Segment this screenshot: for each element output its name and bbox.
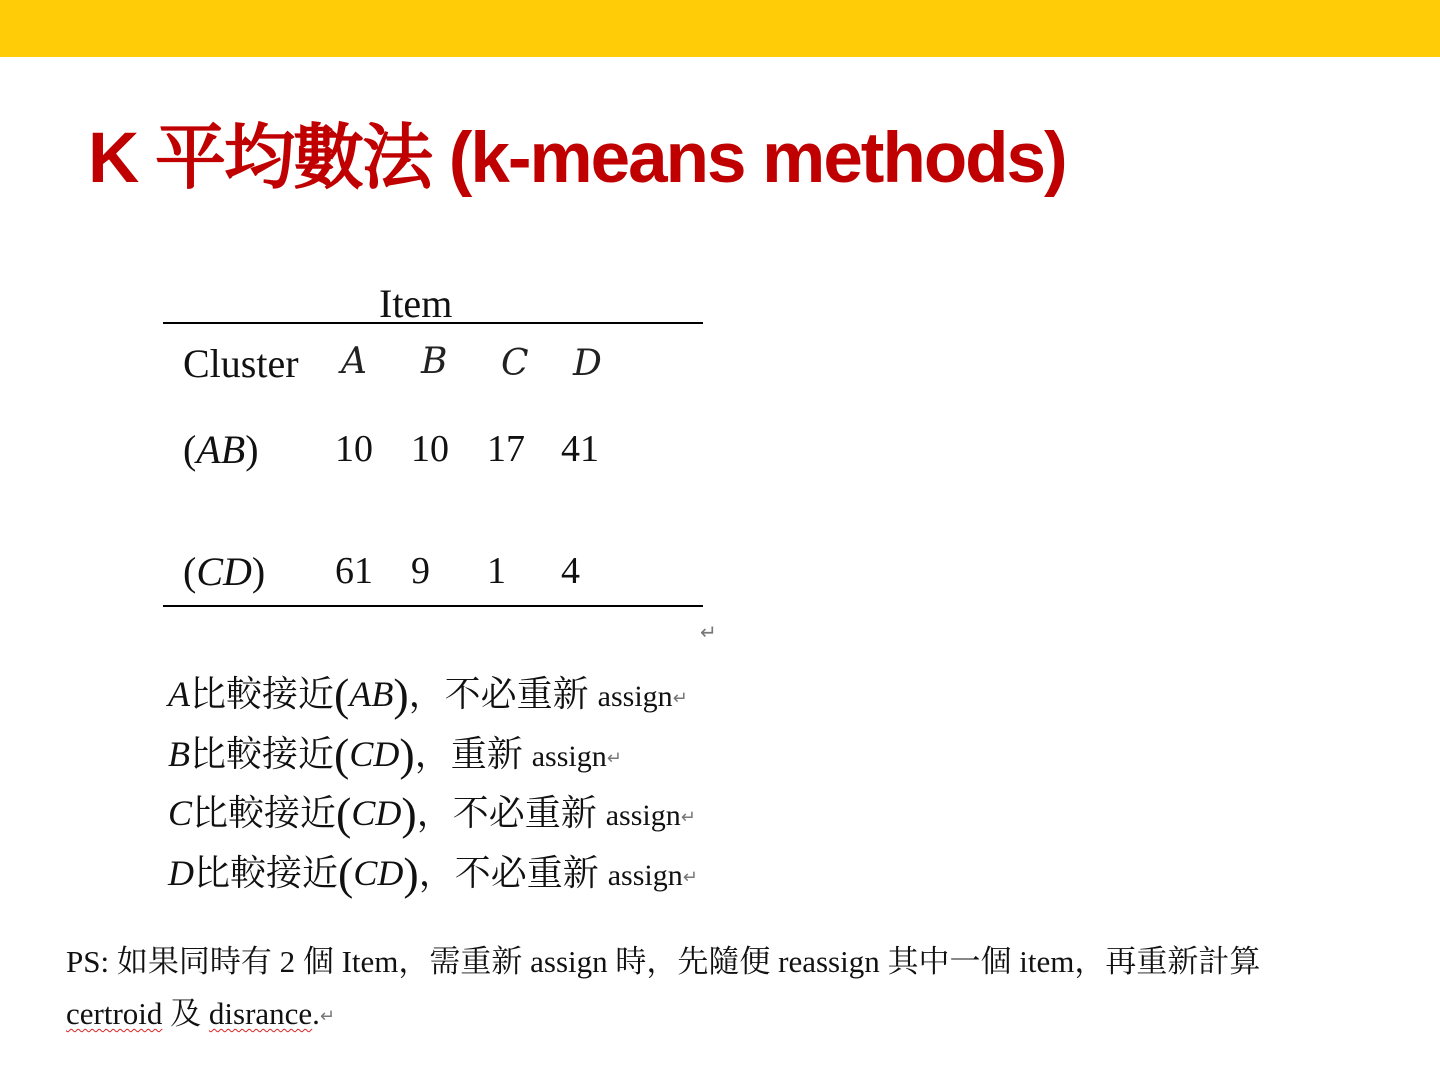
ps-note-text: PS: 如果同時有 2 個 Item，需重新 assign 時，先隨便 reassign 其中一個 item，再重新計算 — [66, 944, 1261, 979]
return-mark-icon: ↵ — [606, 748, 622, 769]
item-name: C — [168, 793, 193, 833]
ps-note-text: . — [312, 996, 320, 1031]
line-text: 比較接近 — [190, 674, 335, 714]
assign-word: assign — [605, 799, 681, 832]
cluster-name: CD — [351, 793, 402, 833]
cluster-table — [163, 280, 703, 610]
cluster-name: CD — [349, 734, 400, 774]
cluster-label-ab: (AB) — [183, 427, 259, 472]
return-mark-icon: ↵ — [682, 867, 698, 888]
return-mark-icon: ↵ — [672, 688, 688, 709]
conclusion-line-c: C比較接近(CD)，不必重新 assign↵ — [168, 788, 696, 839]
ps-note-text: 及 — [162, 996, 209, 1031]
conclusion-line-b: B比較接近(CD)，重新 assign↵ — [168, 729, 622, 780]
return-mark-icon: ↵ — [680, 807, 696, 828]
column-header-b: B — [421, 341, 448, 382]
table-cell: 1 — [487, 550, 506, 592]
line-action: ，不必重新 — [408, 674, 589, 714]
return-mark-icon: ↵ — [700, 620, 717, 644]
conclusion-line-a: A比較接近(AB)，不必重新 assign↵ — [168, 669, 688, 720]
line-text: 比較接近 — [194, 853, 339, 893]
line-action: ，不必重新 — [418, 853, 599, 893]
line-text: 比較接近 — [190, 734, 335, 774]
cluster-name: CD — [196, 549, 252, 594]
misspelled-word: disrance — [208, 996, 313, 1031]
assign-word: assign — [531, 740, 607, 773]
table-bottom-rule — [163, 605, 703, 607]
table-cell: 10 — [335, 428, 373, 470]
column-header-d: D — [573, 343, 602, 384]
assign-word: assign — [607, 859, 683, 892]
item-name: D — [168, 853, 194, 893]
line-text: 比較接近 — [192, 793, 337, 833]
assign-word: assign — [597, 680, 673, 713]
table-row-label: Cluster — [183, 341, 299, 386]
top-accent-bar — [0, 0, 1440, 57]
ps-note — [66, 936, 1326, 1043]
cluster-name: AB — [349, 674, 394, 714]
item-name: B — [168, 734, 190, 774]
cluster-label-cd: (CD) — [183, 549, 266, 594]
table-cell: 61 — [335, 550, 373, 592]
table-header-item: Item — [379, 281, 453, 326]
table-cell: 17 — [487, 428, 525, 470]
item-name: A — [168, 674, 190, 714]
column-header-a: A — [341, 341, 367, 382]
cluster-name: AB — [196, 427, 246, 472]
table-cell: 41 — [561, 428, 599, 470]
table-cell: 4 — [561, 550, 580, 592]
line-action: ，不必重新 — [416, 793, 597, 833]
table-top-rule — [163, 322, 703, 324]
table-cell: 10 — [411, 428, 449, 470]
conclusion-line-d: D比較接近(CD)，不必重新 assign↵ — [168, 848, 698, 899]
table-cell: 9 — [411, 550, 430, 592]
misspelled-word: certroid — [66, 996, 163, 1031]
cluster-name: CD — [353, 853, 404, 893]
column-header-c: C — [501, 343, 529, 384]
slide-title: K 平均數法 (k-means methods) — [88, 119, 1066, 198]
return-mark-icon: ↵ — [319, 1006, 336, 1027]
line-action: ，重新 — [414, 734, 523, 774]
